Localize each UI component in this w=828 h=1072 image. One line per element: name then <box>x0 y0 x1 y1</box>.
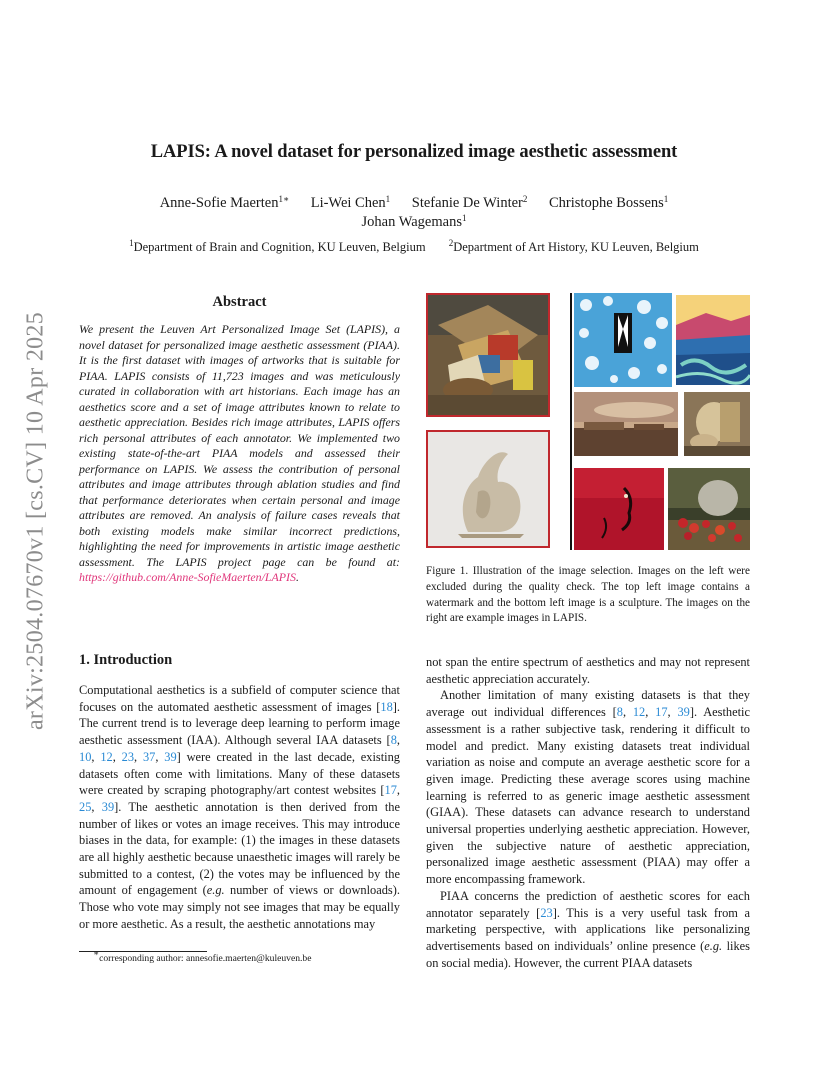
arxiv-stamp-text: arXiv:2504.07670v1 [cs.CV] 10 Apr 2025 <box>22 311 49 731</box>
author-5: Johan Wagemans$^1$ <box>361 213 467 230</box>
abstract-body: We present the Leuven Art Personalized Image Set (LAPIS), a novel dataset for personalized image aesthetic assessment (PIAA). It is the first dataset with images of artworks that is suitable for PIAA. LAPIS consists of 11,723 images and was meticulously curated in collaboration with art historians. Each image has an aesthetics score and a set of image attributes known to relate to aesthetic appreciation. Besides rich image attributes, LAPIS offers rich personal attributes of each annotator. We implemented two existing state-of-the-art PIAA models and assessed their performance on LAPIS. We assess the contribution of personal attributes and image attributes through ablation studies and find that performance deteriorates when certain personal and image attributes are removed. An analysis of failure cases reveals that both existing models make similar incorrect predictions, highlighting the need for improvements in artistic image aesthetic assessment. The LAPIS project page can be found at: https://github.com/Anne-SofieMaerten/LAPIS. <box>79 322 400 584</box>
author-2: Li-Wei Chen$^1$ <box>310 194 391 211</box>
citation-link[interactable]: 39 <box>677 705 690 720</box>
citation-link[interactable]: 23 <box>540 905 553 920</box>
citation-link[interactable]: 37 <box>142 749 156 764</box>
intro-paragraph-1: Computational aesthetics is a subfield of computer science that focuses on the automated aesthetic assessment of images [18]. The current trend is to leverage deep learning to perform image aesthetic assessment (IAA). Although several IAA datasets [8, 10, 12, 23, 37, 39] were created in the last decade, existing datasets often come with limitations. Many of these datasets were created by scraping photography/art contest websites [17, 25, 39]. The aesthetic annotation is then derived from the number of likes or votes an image receives. This may introduce biases in the data, for example: (1) the images in these datasets are all highly aesthetic because unaesthetic images will rarely be submitted to a contest, (2) the votes may be influenced by the amount of engagement (e.g. number of views or downloads). Those who vote may simply not see images that may be equally or more aesthetic. As a result, the aesthetic annotations may <box>79 683 401 931</box>
author-list <box>0 194 828 232</box>
author-3: Stefanie De Winter$^2$ <box>411 194 528 211</box>
example-art-still-life <box>684 392 750 456</box>
citation-link[interactable]: 39 <box>101 799 115 814</box>
excluded-sculpture <box>426 430 550 548</box>
author-1: Anne-Sofie Maerten$^{1∗}$ <box>159 194 290 211</box>
example-art-red-abstract <box>574 468 664 550</box>
citation-link[interactable]: 8 <box>616 705 623 720</box>
example-art-landscape <box>676 295 750 385</box>
project-link[interactable]: https://github.com/Anne-SofieMaerten/LAPIS <box>79 570 296 584</box>
citation-link[interactable]: 8 <box>390 733 397 748</box>
citation-link[interactable]: 18 <box>380 699 393 714</box>
citation-link[interactable]: 17 <box>384 783 397 798</box>
figure-caption: Figure 1. Illustration of the image selection. Images on the left were excluded during the quality check. The top left image contains a watermark and the bottom left image is a sculpture. The images on the right are example images in LAPIS. <box>426 565 750 625</box>
citation-link[interactable]: 17 <box>655 705 668 720</box>
citation-link[interactable]: 23 <box>121 749 135 764</box>
abstract-heading: Abstract <box>212 294 267 310</box>
citation-link[interactable]: 12 <box>632 705 646 720</box>
example-art-sunset-sky <box>574 392 678 456</box>
intro-paragraph-1-continued: not span the entire spectrum of aesthetics and may not represent aesthetic appreciation accurately. <box>426 655 750 686</box>
abstract-text: We present the Leuven Art Personalized Image Set (LAPIS), a novel dataset for personalized image aesthetic assessment (PIAA). It is the first dataset with images of artworks that is suitable for PIAA. LAPIS consists of 11,723 images and was meticulously curated in collaboration with art historians. Each image has an aesthetics score and a set of image attributes known to relate to aesthetic appreciation. Besides rich image attributes, LAPIS offers rich personal attributes of each annotator. We implemented two existing state-of-the-art PIAA models and assessed their performance on LAPIS. We assess the contribution of personal attributes and image attributes through ablation studies and find that performance deteriorates when certain personal and image attributes are removed. An analysis of failure cases reveals that both existing models make similar incorrect predictions, highlighting the need for improvements in artistic image aesthetic assessment. The LAPIS project page can be found at: <box>79 322 400 569</box>
citation-link[interactable]: 25 <box>79 799 92 814</box>
example-art-fruit-still-life <box>668 468 750 550</box>
citation-link[interactable]: 39 <box>164 749 177 764</box>
excluded-watermark-painting <box>426 293 550 417</box>
section-heading-introduction: 1. Introduction <box>79 652 173 668</box>
intro-right-column <box>426 654 750 971</box>
affiliation-1: $^1$Department of Brain and Cognition, KU Leuven, Belgium <box>129 238 426 254</box>
figure-1 <box>426 293 750 550</box>
italic-text: e.g. <box>206 883 225 898</box>
example-art-polka-dots <box>574 293 672 387</box>
figure-divider <box>570 293 572 550</box>
paper-title: LAPIS: A novel dataset for personalized image aesthetic assessment <box>150 142 678 162</box>
italic-text: e.g. <box>704 938 723 953</box>
footnote: ∗corresponding author: annesofie.maerten@kuleuven.be <box>93 948 312 964</box>
intro-paragraph-2: Another limitation of many existing datasets is that they average out individual differences [8, 12, 17, 39]. Aesthetic assessment is a rather subjective task, rendering it difficult to model and predict. Many existing datasets treat individual variation as noise and compute an average aesthetic score for a given image. Predicting these average scores using machine learning is referred to as generic image aesthetic assessment (GIAA). These datasets can advance research to understand universal properties underlying aesthetic appreciation. However, given the subjective nature of aesthetic appreciation, personalized image aesthetic assessment (PIAA) may offer a more encompassing framework. <box>426 688 750 887</box>
citation-link[interactable]: 10 <box>79 749 92 764</box>
citation-link[interactable]: 12 <box>100 749 113 764</box>
intro-left-column <box>79 682 400 933</box>
intro-paragraph-3: PIAA concerns the prediction of aesthetic scores for each annotator separately [23]. This is a very useful task from a marketing perspective, with applications like personalizing advertisements based on individuals’ online presence (e.g. likes on social media). However, the current PIAA datasets <box>426 888 750 970</box>
affiliations <box>0 240 828 255</box>
author-4: Christophe Bossens$^1$ <box>549 194 669 211</box>
affiliation-2: $^2$Department of Art History, KU Leuven, Belgium <box>448 238 699 254</box>
